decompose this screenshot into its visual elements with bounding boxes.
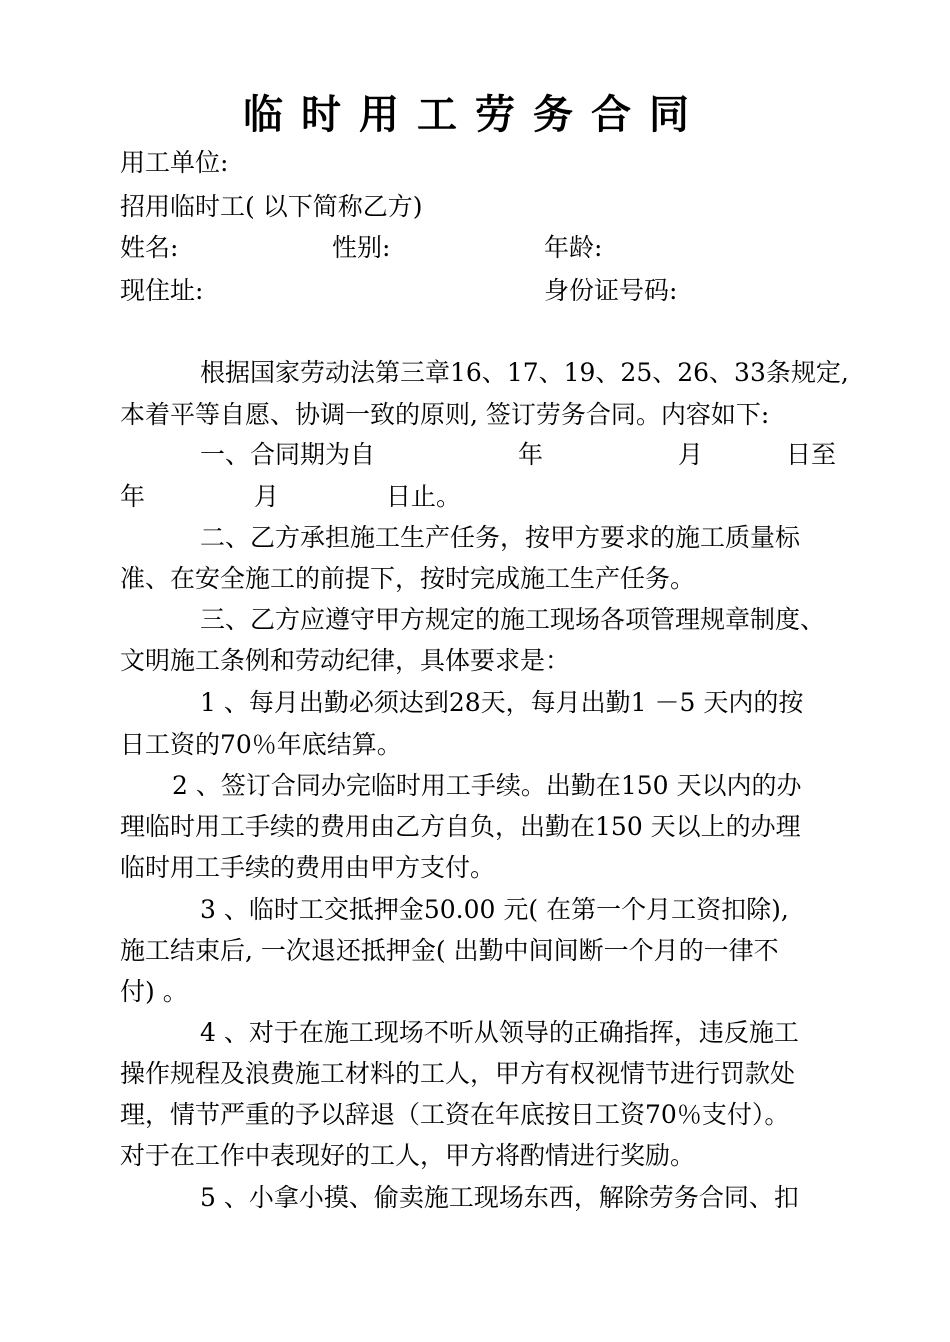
employer-label: 用工单位: [120,148,229,177]
address-label: 现住址: [120,276,204,305]
item-4-line-3: 理，情节严重的予以辞退（工资在年底按日工资70％支付）。 [120,1100,790,1129]
item-2-line-2: 理临时用工手续的费用由乙方自负，出勤在150 天以上的办理 [120,812,801,841]
clause-1-year-2: 年 [120,482,146,511]
clause-1-start: 一、合同期为自 [200,440,376,469]
clause-1-end: 日止。 [386,482,462,511]
item-4-line-4: 对于在工作中表现好的工人，甲方将酌情进行奖励。 [120,1141,696,1170]
intro-line-1: 根据国家劳动法第三章16、17、19、25、26、33条规定, [200,358,849,387]
item-1-line-2: 日工资的70％年底结算。 [120,730,402,759]
clause-3-line-2: 文明施工条例和劳动纪律，具体要求是： [120,646,571,675]
clause-1-year: 年 [518,440,544,469]
clause-1-month-2: 月 [254,482,280,511]
clause-2-line-2: 准、在安全施工的前提下，按时完成施工生产任务。 [120,564,696,593]
item-5-line-1: 5 、小拿小摸、偷卖施工现场东西，解除劳务合同、扣 [200,1183,799,1212]
item-3-line-2: 施工结束后, 一次退还抵押金( 出勤中间间断一个月的一律不 [120,936,779,965]
item-2-line-1: 2 、签订合同办完临时用工手续。出勤在150 天以内的办 [172,771,802,800]
name-label: 姓名: [120,233,179,262]
clause-2-line-1: 二、乙方承担施工生产任务，按甲方要求的施工质量标 [200,523,801,552]
clause-3-line-1: 三、乙方应遵守甲方规定的施工现场各项管理规章制度、 [200,605,826,634]
clause-1-day-to: 日至 [786,440,837,469]
item-4-line-1: 4 、对于在施工现场不听从领导的正确指挥，违反施工 [200,1018,799,1047]
intro-line-2: 本着平等自愿、协调一致的原则, 签订劳务合同。内容如下: [120,400,770,429]
item-2-line-3: 临时用工手续的费用由甲方支付。 [120,853,496,882]
item-4-line-2: 操作规程及浪费施工材料的工人，甲方有权视情节进行罚款处 [120,1059,796,1088]
age-label: 年龄: [544,233,603,262]
recruit-label: 招用临时工( 以下简称乙方) [120,192,423,221]
item-3-line-1: 3 、临时工交抵押金50.00 元( 在第一个月工资扣除), [200,895,789,924]
document-title: 临时用工劳务合同 [243,92,707,138]
id-number-label: 身份证号码: [544,276,678,305]
gender-label: 性别: [332,233,391,262]
item-3-line-3: 付) 。 [120,977,188,1006]
item-1-line-1: 1 、每月出勤必须达到28天，每月出勤1 －5 天内的按 [200,688,804,717]
clause-1-month: 月 [678,440,704,469]
